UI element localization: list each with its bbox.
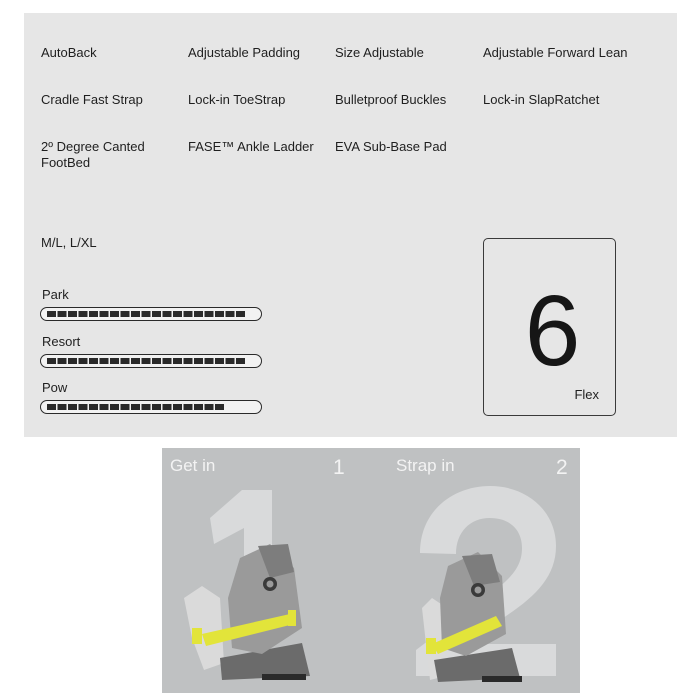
meter-segment — [163, 311, 172, 317]
feature-item: Adjustable Forward Lean — [483, 45, 628, 60]
flex-rating-box — [483, 238, 616, 416]
boot-illustration-1 — [184, 544, 310, 680]
meter-segment — [131, 358, 140, 364]
feature-item: AutoBack — [41, 45, 97, 60]
meter-segment — [100, 311, 109, 317]
feature-item: Bulletproof Buckles — [335, 92, 447, 107]
meter-segment — [58, 358, 67, 364]
entry-steps-illustration — [162, 448, 580, 693]
meter-segment — [173, 404, 182, 410]
terrain-label-pow: Pow — [42, 380, 68, 395]
terrain-label-park: Park — [42, 287, 69, 302]
feature-item: EVA Sub-Base Pad — [335, 139, 447, 154]
meter-segment — [215, 311, 224, 317]
meter-ticks — [47, 404, 255, 410]
meter-segment — [205, 404, 214, 410]
meter-segment — [226, 311, 235, 317]
feature-item: FASE™ Ankle Ladder — [188, 139, 314, 154]
meter-segment — [121, 358, 130, 364]
meter-segment — [58, 404, 67, 410]
meter-segment — [121, 404, 130, 410]
meter-segment — [226, 358, 235, 364]
meter-segment — [142, 311, 151, 317]
meter-segment — [79, 358, 88, 364]
feature-item: 2º Degree Canted FootBed — [41, 139, 145, 170]
meter-segment — [152, 358, 161, 364]
meter-segment — [47, 404, 56, 410]
meter-segment — [173, 311, 182, 317]
meter-segment — [68, 404, 77, 410]
step-2-title: Strap in — [396, 456, 455, 475]
step-1-title: Get in — [170, 456, 216, 475]
feature-item: Adjustable Padding — [188, 45, 301, 60]
meter-segment — [142, 404, 151, 410]
flex-label: Flex — [574, 387, 599, 402]
meter-segment — [110, 311, 119, 317]
meter-segment — [163, 404, 172, 410]
meter-segment — [68, 311, 77, 317]
meter-segment — [68, 358, 77, 364]
meter-segment — [110, 404, 119, 410]
meter-segment — [173, 358, 182, 364]
steps-graphic — [162, 448, 580, 693]
feature-item: Size Adjustable — [335, 45, 424, 60]
size-range: M/L, L/XL — [41, 235, 97, 250]
meter-segment — [215, 358, 224, 364]
meter-segment — [152, 404, 161, 410]
terrain-meter-pow — [40, 400, 262, 414]
feature-item: Cradle Fast Strap — [41, 92, 143, 107]
meter-segment — [152, 311, 161, 317]
meter-segment — [194, 311, 203, 317]
terrain-label-resort: Resort — [42, 334, 81, 349]
meter-segment — [79, 404, 88, 410]
meter-segment — [194, 358, 203, 364]
meter-segment — [100, 358, 109, 364]
feature-item: Lock-in ToeStrap — [188, 92, 286, 107]
meter-segment — [236, 311, 245, 317]
meter-segment — [100, 404, 109, 410]
step-2-number: 2 — [556, 456, 568, 479]
meter-segment — [131, 404, 140, 410]
meter-segment — [236, 358, 245, 364]
meter-segment — [47, 311, 56, 317]
meter-segment — [205, 358, 214, 364]
meter-segment — [89, 311, 98, 317]
meter-segment — [131, 311, 140, 317]
meter-segment — [142, 358, 151, 364]
meter-ticks — [47, 358, 255, 364]
meter-segment — [79, 311, 88, 317]
meter-segment — [184, 404, 193, 410]
meter-ticks — [47, 311, 255, 317]
meter-segment — [47, 358, 56, 364]
step-1-number: 1 — [333, 456, 345, 479]
terrain-meter-resort — [40, 354, 262, 368]
meter-segment — [58, 311, 67, 317]
meter-segment — [89, 358, 98, 364]
meter-segment — [194, 404, 203, 410]
meter-segment — [121, 311, 130, 317]
meter-segment — [163, 358, 172, 364]
boot-illustration-2 — [422, 552, 522, 682]
flex-value: 6 — [524, 275, 581, 387]
meter-segment — [184, 358, 193, 364]
meter-segment — [205, 311, 214, 317]
meter-segment — [215, 404, 224, 410]
feature-item: Lock-in SlapRatchet — [483, 92, 600, 107]
meter-segment — [184, 311, 193, 317]
meter-segment — [89, 404, 98, 410]
terrain-meter-park — [40, 307, 262, 321]
meter-segment — [110, 358, 119, 364]
